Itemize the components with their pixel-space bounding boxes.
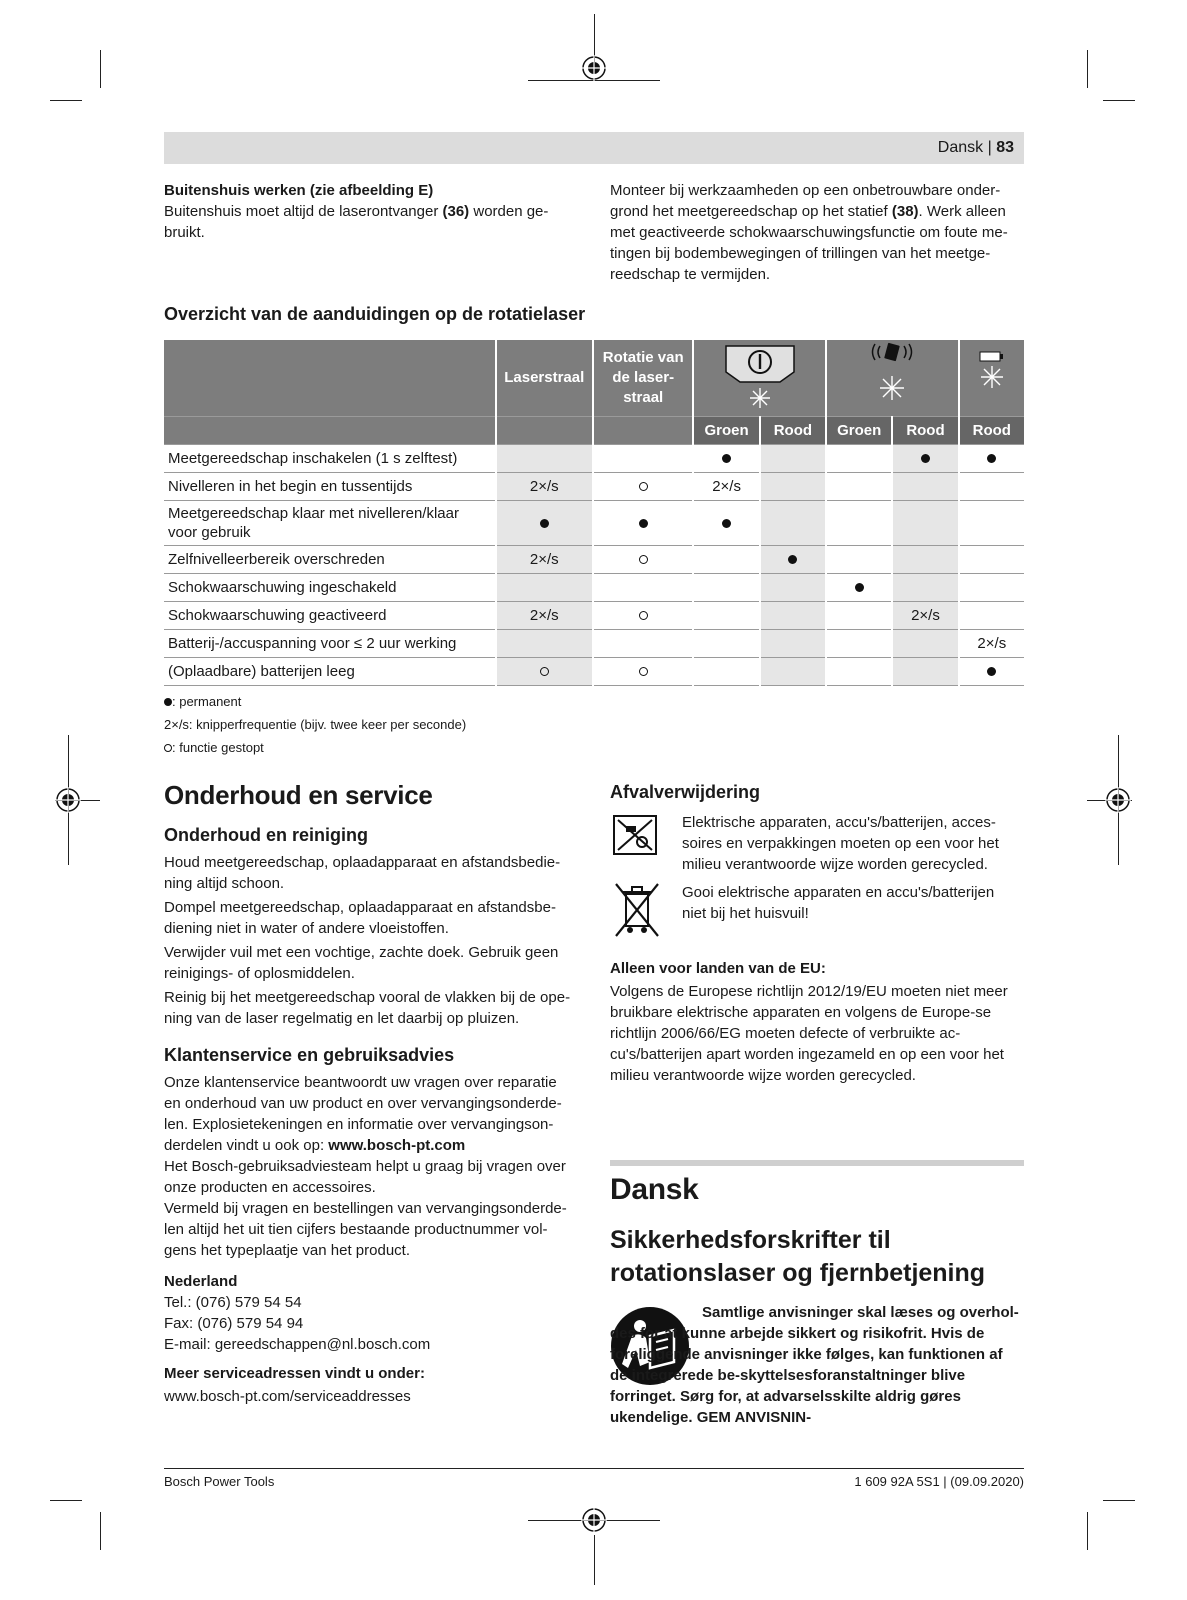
disposal-section bbox=[610, 782, 1024, 803]
service-addresses-link[interactable]: www.bosch-pt.com/serviceaddresses bbox=[164, 1388, 411, 1405]
tripod-section bbox=[610, 180, 1024, 285]
table-cell bbox=[892, 501, 958, 546]
page-header-label: Dansk | 83 bbox=[937, 139, 1014, 156]
table-cell bbox=[693, 602, 759, 630]
table-cell: 2×/s bbox=[496, 546, 593, 574]
table-cell bbox=[693, 546, 759, 574]
maintenance-section bbox=[164, 780, 574, 1407]
permanent-indicator bbox=[987, 667, 996, 676]
row-label: Batterij-/accuspanning voor ≤ 2 uur werking bbox=[164, 630, 496, 658]
col-header-laser: Laserstraal bbox=[496, 340, 593, 417]
fax: Fax: (076) 579 54 94 bbox=[164, 1315, 304, 1332]
table-cell bbox=[760, 473, 826, 501]
table-cell bbox=[959, 546, 1024, 574]
stopped-indicator bbox=[540, 667, 549, 676]
footer-doc-number: 1 609 92A 5S1 | (09.09.2020) bbox=[854, 1474, 1024, 1489]
footer-rule bbox=[164, 1468, 1024, 1469]
table-cell: 2×/s bbox=[496, 473, 593, 501]
crop-mark bbox=[50, 1500, 82, 1501]
table-cell bbox=[496, 658, 593, 686]
page-header bbox=[164, 132, 1024, 164]
table-cell: 2×/s bbox=[496, 602, 593, 630]
table-cell bbox=[826, 546, 892, 574]
dansk-title: Dansk bbox=[610, 1173, 699, 1206]
shock-warning-icon bbox=[852, 340, 932, 410]
bosch-link[interactable]: www.bosch-pt.com bbox=[328, 1137, 466, 1154]
table-cell bbox=[760, 546, 826, 574]
table-cell bbox=[892, 658, 958, 686]
table-title: Overzicht van de aanduidingen op de rotatielaser bbox=[164, 304, 586, 324]
crop-mark bbox=[1087, 1512, 1088, 1550]
table-cell bbox=[760, 445, 826, 473]
stopped-indicator bbox=[639, 611, 648, 620]
phone: Tel.: (076) 579 54 54 bbox=[164, 1294, 302, 1311]
table-row bbox=[164, 445, 1024, 473]
table-cell bbox=[959, 658, 1024, 686]
table-cell bbox=[496, 630, 593, 658]
table-cell bbox=[826, 574, 892, 602]
stopped-indicator bbox=[639, 667, 648, 676]
dansk-section bbox=[610, 1170, 1024, 1290]
table-cell: 2×/s bbox=[959, 630, 1024, 658]
power-button-icon bbox=[720, 340, 800, 410]
permanent-indicator bbox=[639, 519, 648, 528]
outdoor-heading: Buitenshuis werken (zie afbeelding E) bbox=[164, 182, 434, 199]
table-cell bbox=[693, 630, 759, 658]
paragraph: Vermeld bij vragen en bestellingen van vervangingsonderde-len altijd het uit tien cijfers bestaande productnummer vol-gens het typeplaatje van het product. bbox=[164, 1200, 567, 1259]
permanent-indicator bbox=[855, 583, 864, 592]
paragraph: Dompel meetgereedschap, oplaadapparaat en afstandsbe-diening niet in water of andere vloeistoffen. bbox=[164, 899, 556, 937]
email[interactable]: E-mail: gereedschappen@nl.bosch.com bbox=[164, 1336, 431, 1353]
footer-brand: Bosch Power Tools bbox=[164, 1474, 275, 1489]
table-cell bbox=[892, 473, 958, 501]
table-cell bbox=[496, 445, 593, 473]
recycle-text: Elektrische apparaten, accu's/batterijen, acces-soires en verpakkingen moeten op een voor het milieu verantwoorde wijze worden gerecycled. bbox=[682, 814, 999, 873]
permanent-indicator bbox=[921, 454, 930, 463]
table-cell bbox=[593, 658, 693, 686]
table-cell bbox=[496, 501, 593, 546]
col-header-rotation: Rotatie van de laser-straal bbox=[593, 340, 693, 417]
paragraph: Reinig bij het meetgereedschap vooral de vlakken bij de ope-ning van de laser regelmatig en let daarbij op pluizen. bbox=[164, 989, 571, 1027]
eu-heading: Alleen voor landen van de EU: bbox=[610, 960, 826, 977]
paragraph: Onze klantenservice beantwoordt uw vragen over reparatie en onderhoud van uw product en over vervangingsonderde-len. Explosietekeningen en informatie over vervangingson-derdelen vindt u ook op: www.bosch-pt.com bbox=[164, 1074, 562, 1154]
battery-icon bbox=[972, 350, 1012, 400]
table-cell bbox=[826, 473, 892, 501]
disposal-title: Afvalverwijdering bbox=[610, 782, 761, 802]
table-cell bbox=[593, 473, 693, 501]
legend-item: : permanent bbox=[164, 690, 466, 713]
table-cell bbox=[593, 574, 693, 602]
legend-item: : functie gestopt bbox=[164, 736, 466, 759]
registration-mark-icon bbox=[1105, 787, 1131, 813]
table-cell bbox=[693, 501, 759, 546]
stopped-indicator bbox=[639, 555, 648, 564]
eu-section bbox=[610, 958, 1024, 1086]
table-cell: 2×/s bbox=[892, 602, 958, 630]
paragraph: Houd meetgereedschap, oplaadapparaat en afstandsbedie-ning altijd schoon. bbox=[164, 854, 561, 892]
table-cell bbox=[693, 574, 759, 602]
stopped-indicator bbox=[639, 482, 648, 491]
permanent-indicator bbox=[788, 555, 797, 564]
table-body bbox=[164, 445, 1024, 686]
table-cell bbox=[593, 630, 693, 658]
table-cell bbox=[826, 445, 892, 473]
table-cell bbox=[892, 445, 958, 473]
table-cell bbox=[892, 546, 958, 574]
row-label: Schokwaarschuwing geactiveerd bbox=[164, 602, 496, 630]
dansk-subtitle-line1: Sikkerhedsforskrifter til bbox=[610, 1226, 891, 1254]
crop-mark bbox=[50, 100, 82, 101]
crop-mark bbox=[594, 1535, 595, 1585]
page-number: 83 bbox=[996, 139, 1014, 156]
customer-service-subtitle: Klantenservice en gebruiksadvies bbox=[164, 1045, 455, 1065]
table-row bbox=[164, 630, 1024, 658]
crop-mark bbox=[100, 50, 101, 88]
table-row bbox=[164, 574, 1024, 602]
table-cell bbox=[959, 473, 1024, 501]
registration-mark-icon bbox=[581, 55, 607, 81]
outdoor-text: Buitenshuis moet altijd de laserontvanger (36) worden ge-bruikt. bbox=[164, 203, 549, 241]
col-header-shock-led bbox=[826, 340, 959, 417]
table-cell bbox=[760, 630, 826, 658]
table-cell bbox=[593, 445, 693, 473]
table-cell bbox=[892, 574, 958, 602]
crop-mark bbox=[1103, 1500, 1135, 1501]
header-language: Dansk bbox=[937, 139, 984, 156]
section-divider bbox=[610, 1160, 1024, 1166]
table-cell bbox=[959, 501, 1024, 546]
crop-mark bbox=[1087, 50, 1088, 88]
sub-header: Rood bbox=[959, 417, 1024, 445]
maintenance-subtitle: Onderhoud en reiniging bbox=[164, 825, 368, 845]
table-row bbox=[164, 546, 1024, 574]
country-heading: Nederland bbox=[164, 1273, 238, 1290]
row-label: Schokwaarschuwing ingeschakeld bbox=[164, 574, 496, 602]
row-label: Meetgereedschap inschakelen (1 s zelftest) bbox=[164, 445, 496, 473]
bin-text: Gooi elektrische apparaten en accu's/batterijen niet bij het huisvuil! bbox=[682, 884, 995, 922]
indicator-table bbox=[164, 340, 1024, 686]
permanent-indicator bbox=[987, 454, 996, 463]
crossed-bin-icon bbox=[612, 880, 662, 940]
table-cell bbox=[826, 602, 892, 630]
table-cell bbox=[959, 445, 1024, 473]
table-cell bbox=[593, 546, 693, 574]
row-label: (Oplaadbare) batterijen leeg bbox=[164, 658, 496, 686]
recycle-icon bbox=[612, 814, 660, 856]
table-row bbox=[164, 602, 1024, 630]
row-label: Meetgereedschap klaar met nivelleren/klaar voor gebruik bbox=[164, 501, 496, 546]
table-cell bbox=[693, 445, 759, 473]
registration-mark-icon bbox=[55, 787, 81, 813]
more-addresses-heading: Meer serviceadressen vindt u onder: bbox=[164, 1365, 425, 1382]
registration-mark-icon bbox=[581, 1507, 607, 1533]
table-row bbox=[164, 473, 1024, 501]
tripod-text: Monteer bij werkzaamheden op een onbetrouwbare onder-grond het meetgereedschap op het statief (38). Werk alleen met geactiveerde schokwaarschuwingsfunctie om foute me-tingen bij bodembewegingen of trillingen van het meetge-reedschap te vermijden. bbox=[610, 182, 1008, 283]
sub-header: Groen bbox=[826, 417, 892, 445]
table-cell bbox=[892, 630, 958, 658]
paragraph: Het Bosch-gebruiksadviesteam helpt u graag bij vragen over onze producten en accessoires. bbox=[164, 1158, 566, 1196]
table-row bbox=[164, 658, 1024, 686]
permanent-indicator bbox=[722, 519, 731, 528]
table-cell bbox=[826, 658, 892, 686]
table-cell bbox=[593, 602, 693, 630]
table-cell bbox=[760, 658, 826, 686]
table-cell bbox=[693, 658, 759, 686]
table-row bbox=[164, 501, 1024, 546]
table-cell bbox=[826, 501, 892, 546]
table-cell bbox=[496, 574, 593, 602]
legend-item: 2×/s: knipperfrequentie (bijv. twee keer per seconde) bbox=[164, 717, 467, 732]
table-cell bbox=[593, 501, 693, 546]
permanent-indicator bbox=[722, 454, 731, 463]
sub-header: Rood bbox=[760, 417, 826, 445]
col-header-power-led bbox=[693, 340, 826, 417]
eu-text: Volgens de Europese richtlijn 2012/19/EU moeten niet meer bruikbare elektrische apparaten en volgens de Europe-se richtlijn 2006/66/EG moeten defecte of verbruikte ac-cu's/batterijen apart worden ingezameld en op een voor het milieu verantwoorde wijze worden gerecycled. bbox=[610, 983, 1008, 1084]
outdoor-section bbox=[164, 180, 574, 243]
sub-header: Groen bbox=[693, 417, 759, 445]
table-header-blank bbox=[164, 340, 496, 417]
table-cell bbox=[760, 602, 826, 630]
dansk-warning-text: Samtlige anvisninger skal læses og overhol-des for at kunne arbejde sikkert og risikofrit. Hvis de foreliggende anvisninger ikke følges, kan funktionen af de integrerede be-skyttelsesforanstaltninger blive forringet. Sørg for, at advarselsskilte aldrig gøres ukendelige. GEM ANVISNIN- bbox=[610, 1304, 1019, 1426]
table-cell bbox=[760, 574, 826, 602]
crop-mark bbox=[100, 1512, 101, 1550]
table-cell bbox=[959, 574, 1024, 602]
table-legend bbox=[164, 690, 466, 759]
table-cell bbox=[826, 630, 892, 658]
paragraph: Verwijder vuil met een vochtige, zachte doek. Gebruik geen reinigings- of oplosmiddelen. bbox=[164, 944, 559, 982]
table-cell bbox=[959, 602, 1024, 630]
col-header-battery-led bbox=[959, 340, 1024, 417]
row-label: Zelfnivelleerbereik overschreden bbox=[164, 546, 496, 574]
dansk-subtitle-line2: rotationslaser og fjernbetjening bbox=[610, 1259, 986, 1287]
sub-header: Rood bbox=[892, 417, 958, 445]
table-cell: 2×/s bbox=[693, 473, 759, 501]
permanent-indicator bbox=[540, 519, 549, 528]
table-cell bbox=[760, 501, 826, 546]
crop-mark bbox=[1103, 100, 1135, 101]
row-label: Nivelleren in het begin en tussentijds bbox=[164, 473, 496, 501]
maintenance-title: Onderhoud en service bbox=[164, 780, 433, 810]
